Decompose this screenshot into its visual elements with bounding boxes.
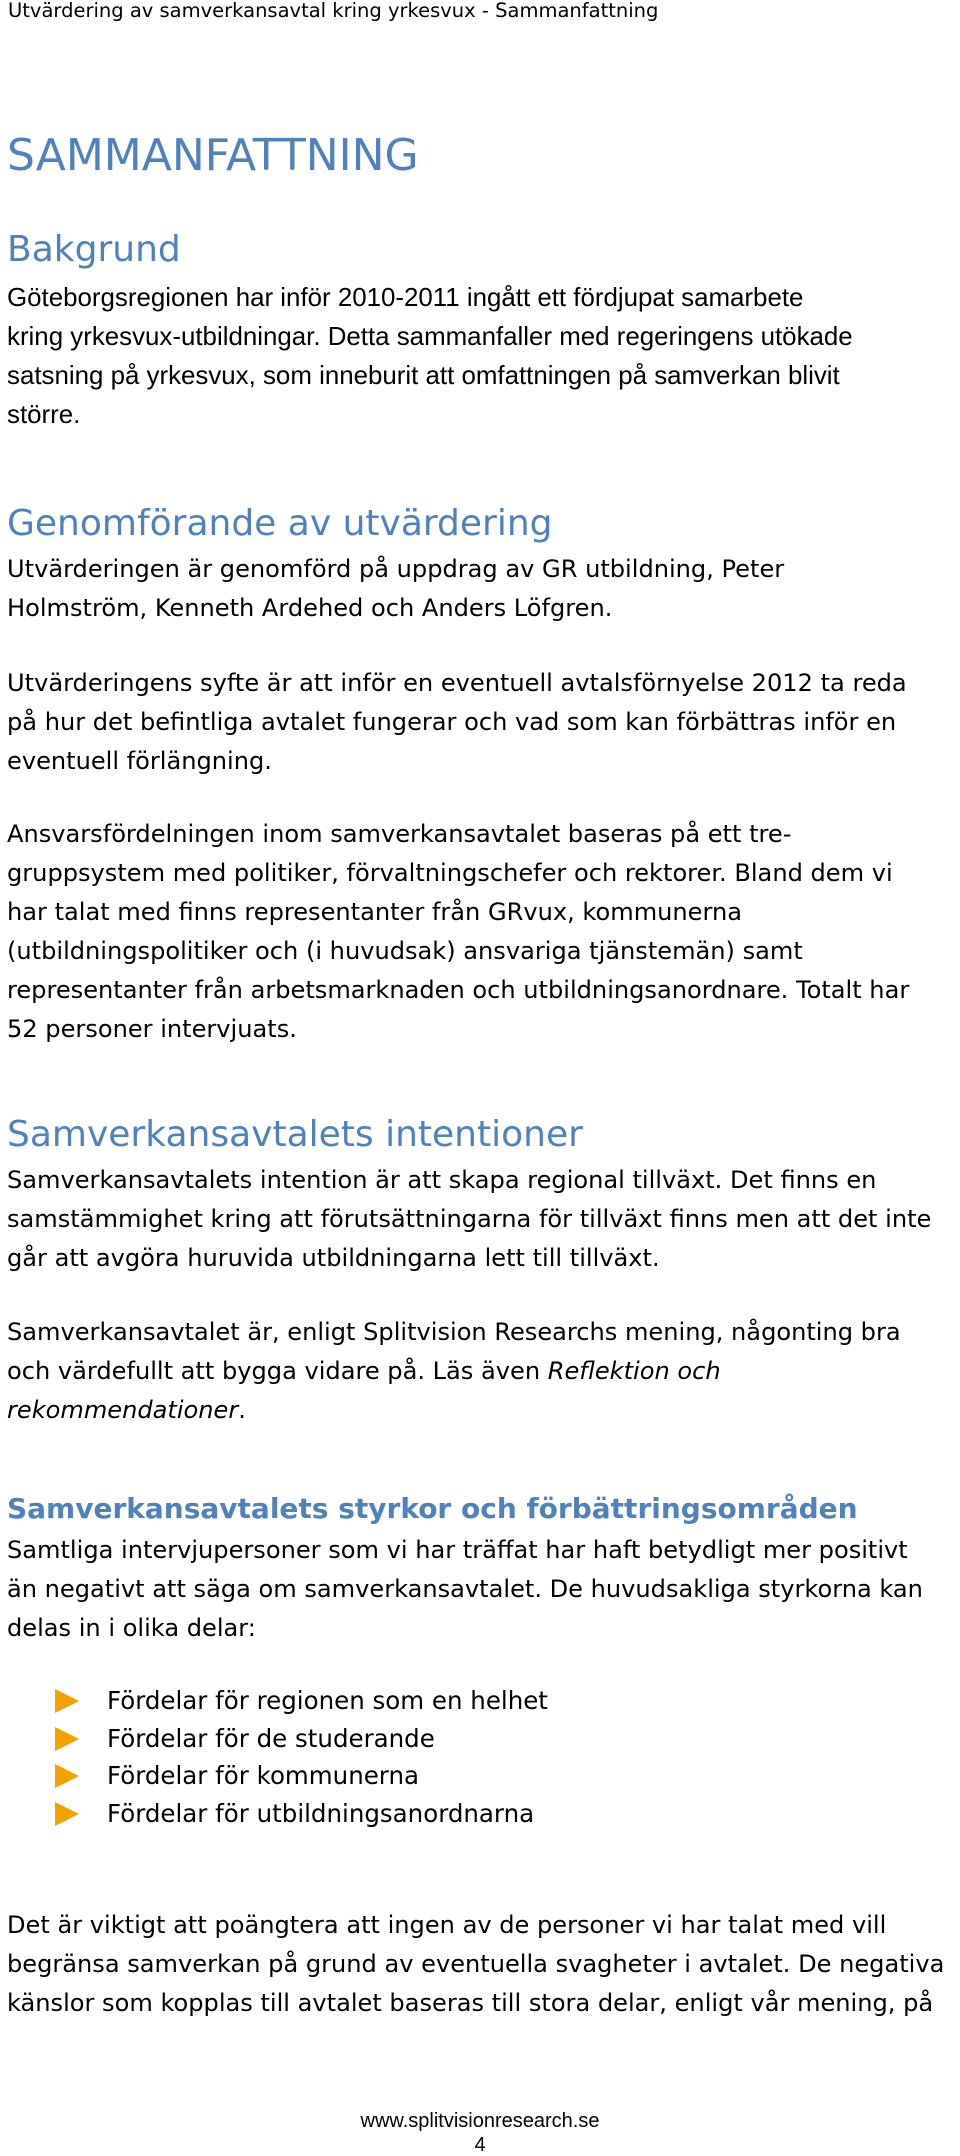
text-line: representanter från arbetsmarknaden och utbildningsanordnare. Totalt har — [7, 976, 910, 1004]
paragraph-styrkor-2 — [7, 1906, 957, 2023]
text-line: Samverkansavtalets intention är att skapa regional tillväxt. Det finns en — [7, 1166, 877, 1194]
text-line: Ansvarsfördelningen inom samverkansavtalet baseras på ett tre- — [7, 820, 792, 848]
bullet-arrow-icon — [55, 1764, 79, 1788]
text-italic: rekommendationer — [7, 1396, 239, 1424]
list-item-text: Fördelar för de studerande — [107, 1723, 435, 1753]
text-line: begränsa samverkan på grund av eventuella svagheter i avtalet. De negativa — [7, 1950, 945, 1978]
heading-genomforande: Genomförande av utvärdering — [7, 503, 553, 544]
page-title: SAMMANFATTNING — [7, 130, 419, 181]
text-line: större. — [7, 401, 81, 429]
text-line: 52 personer intervjuats. — [7, 1015, 297, 1043]
text-line: Utvärderingen är genomförd på uppdrag av GR utbildning, Peter — [7, 555, 785, 583]
list-item — [55, 1795, 548, 1833]
text-line: kring yrkesvux-utbildningar. Detta sammanfaller med regeringens utökade — [7, 323, 853, 351]
text-plain: . — [238, 1396, 246, 1424]
list-item-text: Fördelar för regionen som en helhet — [107, 1686, 548, 1715]
list-item-text: Fördelar för kommunerna — [107, 1761, 419, 1790]
bullet-arrow-icon — [55, 1727, 79, 1751]
text-line: satsning på yrkesvux, som inneburit att omfattningen på samverkan blivit — [7, 362, 840, 390]
text-line: på hur det befintliga avtalet fungerar och vad som kan förbättras inför en — [7, 708, 897, 736]
text-line — [7, 1391, 957, 1430]
heading-bakgrund: Bakgrund — [7, 229, 181, 270]
text-line: Göteborgsregionen har inför 2010-2011 ingått ett fördjupat samarbete — [7, 284, 804, 312]
text-line: har talat med finns representanter från GRvux, kommunerna — [7, 898, 742, 926]
text-line: än negativt att säga om samverkansavtalet. De huvudsakliga styrkorna kan — [7, 1575, 923, 1603]
heading-styrkor: Samverkansavtalets styrkor och förbättringsområden — [7, 1492, 858, 1525]
text-line: (utbildningspolitiker och (i huvudsak) ansvariga tjänstemän) samt — [7, 937, 803, 965]
text-line: gruppsystem med politiker, förvaltningschefer och rektorer. Bland dem vi — [7, 859, 893, 887]
paragraph-genomforande-1 — [7, 550, 957, 628]
running-header: Utvärdering av samverkansavtal kring yrkesvux - Sammanfattning — [8, 0, 659, 22]
text-line: går att avgöra huruvida utbildningarna lett till tillväxt. — [7, 1244, 660, 1272]
text-line: känslor som kopplas till avtalet baseras till stora delar, enligt vår mening, på — [7, 1989, 934, 2017]
paragraph-genomforande-3 — [7, 815, 957, 1049]
text-line: samstämmighet kring att förutsättningarna för tillväxt finns men att det inte — [7, 1205, 932, 1233]
text-italic: Reflektion och — [547, 1357, 721, 1385]
text-plain: och värdefullt att bygga vidare på. Läs även — [7, 1357, 548, 1385]
bullet-list — [55, 1682, 548, 1832]
list-item — [55, 1757, 548, 1795]
text-line: Samtliga intervjupersoner som vi har träffat har haft betydligt mer positivt — [7, 1536, 908, 1564]
text-line — [7, 1352, 957, 1391]
heading-intentioner: Samverkansavtalets intentioner — [7, 1114, 583, 1155]
text-line: Utvärderingens syfte är att inför en eventuell avtalsförnyelse 2012 ta reda — [7, 669, 907, 697]
text-line: Holmström, Kenneth Ardehed och Anders Löfgren. — [7, 594, 613, 622]
paragraph-intentioner-2 — [7, 1313, 957, 1430]
text-line: eventuell förlängning. — [7, 747, 272, 775]
text-line: delas in i olika delar: — [7, 1614, 256, 1642]
paragraph-intentioner-1 — [7, 1161, 957, 1278]
paragraph-genomforande-2 — [7, 664, 957, 781]
bullet-arrow-icon — [55, 1689, 79, 1713]
page-number: 4 — [474, 2134, 486, 2156]
list-item — [55, 1720, 548, 1758]
paragraph-styrkor-1 — [7, 1531, 957, 1648]
list-item — [55, 1682, 548, 1720]
list-item-text: Fördelar för utbildningsanordnarna — [107, 1798, 535, 1828]
footer-url: www.splitvisionresearch.se — [360, 2110, 600, 2132]
text-line: Det är viktigt att poängtera att ingen av de personer vi har talat med vill — [7, 1911, 887, 1939]
text-line: Samverkansavtalet är, enligt Splitvision Researchs mening, någonting bra — [7, 1318, 901, 1346]
bullet-arrow-icon — [55, 1802, 79, 1826]
paragraph-bakgrund — [7, 279, 957, 435]
